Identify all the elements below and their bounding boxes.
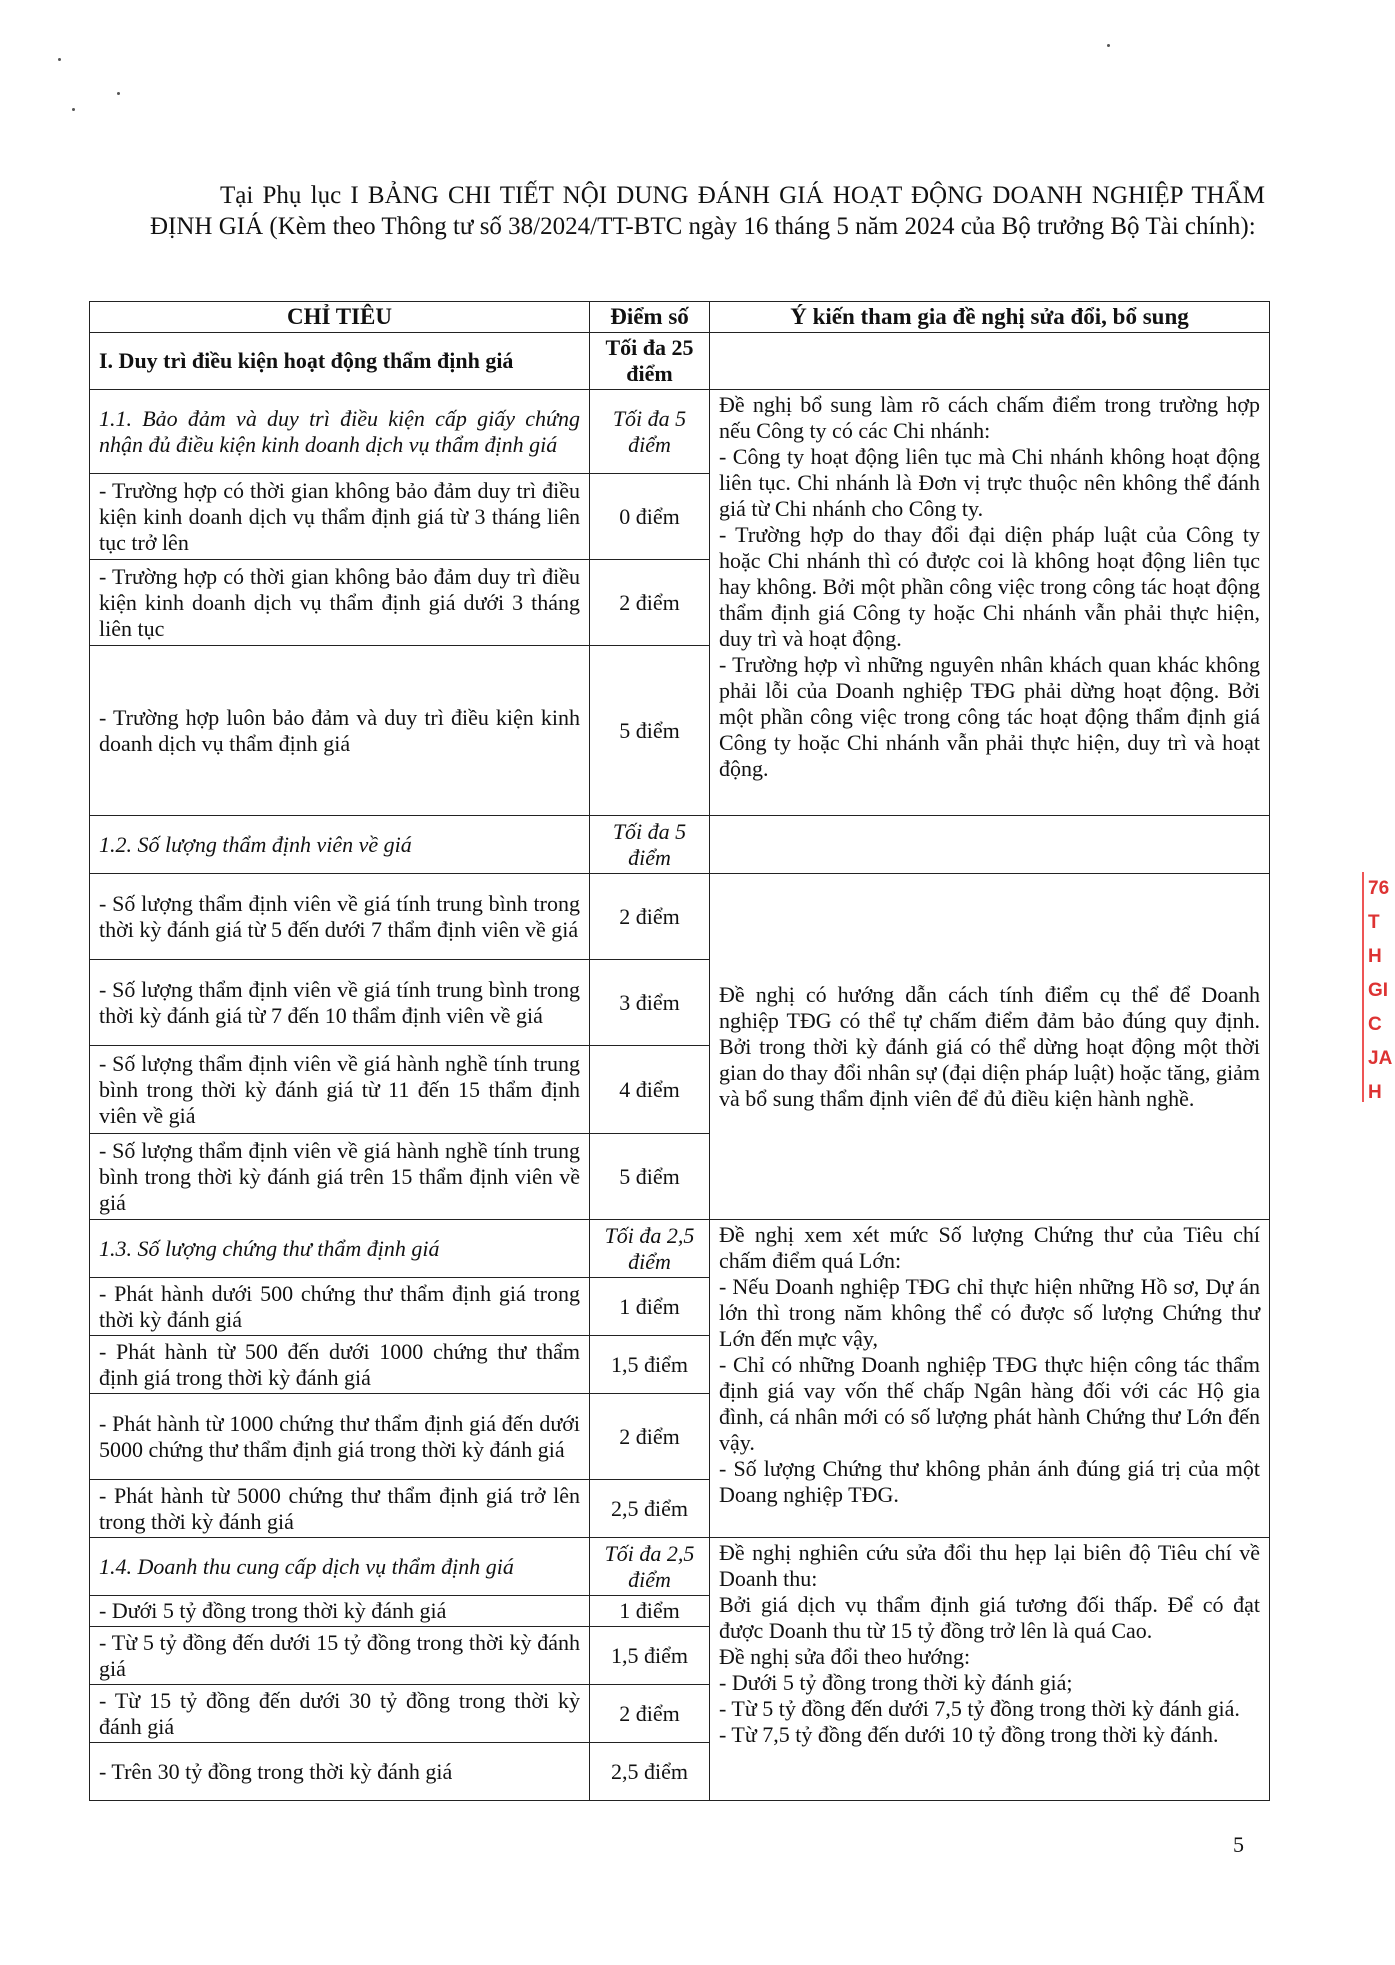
criterion-label: - Từ 15 tỷ đồng đến dưới 30 tỷ đồng trong thời kỳ đánh giá [90,1685,590,1743]
criterion-score: 4 điểm [590,1046,710,1134]
group-title-row [90,816,1270,874]
comment-cell [710,1220,1270,1538]
group-max-score: Tối đa 5 điểm [590,816,710,874]
comment-line: - Nếu Doanh nghiệp TĐG chỉ thực hiện những Hồ sơ, Dự án lớn thì trong năm không thể có được số lượng Chứng thư Lớn đến mực vậy, [719,1274,1260,1351]
section-row [90,333,1270,390]
criterion-label: - Phát hành dưới 500 chứng thư thẩm định giá trong thời kỳ đánh giá [90,1278,590,1336]
section-score: Tối đa 25 điểm [590,333,710,390]
intro-paragraph: Tại Phụ lục I BẢNG CHI TIẾT NỘI DUNG ĐÁNH GIÁ HOẠT ĐỘNG DOANH NGHIỆP THẨM ĐỊNH GIÁ (Kèm theo Thông tư số 38/2024/TT-BTC ngày 16 tháng 5 năm 2024 của Bộ trưởng Bộ Tài chính): [150,182,1265,240]
criterion-score: 2 điểm [590,560,710,646]
header-score: Điểm số [590,302,710,333]
criterion-label: - Phát hành từ 1000 chứng thư thẩm định giá đến dưới 5000 chứng thư thẩm định giá trong thời kỳ đánh giá [90,1394,590,1480]
comment-line: Đề nghị nghiên cứu sửa đổi thu hẹp lại biên độ Tiêu chí về Doanh thu: [719,1540,1260,1591]
comment-line: - Dưới 5 tỷ đồng trong thời kỳ đánh giá; [719,1670,1073,1695]
red-stamp-fragment: 76 T H GI C JA H [1362,872,1395,1102]
group-title-row [90,1538,1270,1596]
comment-line: - Chỉ có những Doanh nghiệp TĐG thực hiện công tác thẩm định giá vay vốn thế chấp Ngân hàng đối với các Hộ gia đình, cá nhân mới có số lượng phát hành Chứng thư Lớn đến vậy. [719,1352,1260,1455]
section-label: I. Duy trì điều kiện hoạt động thẩm định giá [90,333,590,390]
empty-cell [710,816,1270,874]
criterion-score: 1 điểm [590,1596,710,1627]
criterion-label: - Trên 30 tỷ đồng trong thời kỳ đánh giá [90,1743,590,1801]
comment-line: - Trường hợp vì những nguyên nhân khách quan khác không phải lỗi của Doanh nghiệp TĐG phải dừng hoạt động. Bởi một phần công việc trong công tác hoạt động thẩm định giá Công ty hoặc Chi nhánh vẫn phải thực hiện, duy trì và hoạt động. [719,652,1260,781]
comment-line: Đề nghị bổ sung làm rõ cách chấm điểm trong trường hợp nếu Công ty có các Chi nhánh: [719,392,1260,443]
group-title: 1.1. Bảo đảm và duy trì điều kiện cấp giấy chứng nhận đủ điều kiện kinh doanh dịch vụ thẩm định giá [90,390,590,474]
comment-line: - Trường hợp do thay đổi đại diện pháp luật của Công ty hoặc Chi nhánh thì có được coi là không hoạt động liên tục hay không. Bởi một phần công việc trong công tác hoạt động thẩm định giá Công ty hoặc Chi nhánh vẫn phải thực hiện, duy trì và hoạt động. [719,522,1260,651]
group-max-score: Tối đa 2,5 điểm [590,1538,710,1596]
scan-speck [58,58,61,61]
criterion-label: - Phát hành từ 500 đến dưới 1000 chứng thư thẩm định giá trong thời kỳ đánh giá [90,1336,590,1394]
comment-line: - Công ty hoạt động liên tục mà Chi nhánh không hoạt động liên tục. Chi nhánh là Đơn vị trực thuộc nên không thể đánh giá từ Chi nhánh cho Công ty. [719,444,1260,521]
criterion-score: 1,5 điểm [590,1336,710,1394]
criterion-label: - Số lượng thẩm định viên về giá tính trung bình trong thời kỳ đánh giá từ 7 đến 10 thẩm định viên về giá [90,960,590,1046]
group-title-row [90,390,1270,474]
comment-line: Đề nghị sửa đổi theo hướng: [719,1644,971,1669]
criterion-label: - Số lượng thẩm định viên về giá tính trung bình trong thời kỳ đánh giá từ 5 đến dưới 7 thẩm định viên về giá [90,874,590,960]
page-number: 5 [1233,1832,1244,1857]
criterion-score: 1 điểm [590,1278,710,1336]
scan-speck [1107,44,1110,47]
comment-cell [710,390,1270,816]
criterion-score: 2,5 điểm [590,1743,710,1801]
comment-line: Đề nghị xem xét mức Số lượng Chứng thư của Tiêu chí chấm điểm quá Lớn: [719,1222,1260,1273]
empty-cell [710,333,1270,390]
group-title-row [90,1220,1270,1278]
header-criteria: CHỈ TIÊU [90,302,590,333]
group-title: 1.4. Doanh thu cung cấp dịch vụ thẩm định giá [90,1538,590,1596]
group-max-score: Tối đa 2,5 điểm [590,1220,710,1278]
comment-cell [710,874,1270,1220]
comment-line: - Từ 5 tỷ đồng đến dưới 7,5 tỷ đồng trong thời kỳ đánh giá. [719,1696,1240,1721]
group-title: 1.3. Số lượng chứng thư thẩm định giá [90,1220,590,1278]
criterion-label: - Trường hợp có thời gian không bảo đảm duy trì điều kiện kinh doanh dịch vụ thẩm định giá từ 3 tháng liên tục trở lên [90,474,590,560]
group-title: 1.2. Số lượng thẩm định viên về giá [90,816,590,874]
criterion-score: 5 điểm [590,1134,710,1220]
criterion-label: - Phát hành từ 5000 chứng thư thẩm định giá trở lên trong thời kỳ đánh giá [90,1480,590,1538]
criterion-score: 0 điểm [590,474,710,560]
criterion-label: - Dưới 5 tỷ đồng trong thời kỳ đánh giá [90,1596,590,1627]
criterion-score: 5 điểm [590,646,710,816]
criterion-label: - Trường hợp luôn bảo đảm và duy trì điều kiện kinh doanh dịch vụ thẩm định giá [90,646,590,816]
scan-speck [72,108,75,111]
criterion-label: - Số lượng thẩm định viên về giá hành nghề tính trung bình trong thời kỳ đánh giá trên 15 thẩm định viên về giá [90,1134,590,1220]
criterion-score: 2,5 điểm [590,1480,710,1538]
comment-line: Đề nghị có hướng dẫn cách tính điểm cụ thể để Doanh nghiệp TĐG có thể tự chấm điểm đảm bảo đúng quy định. Bởi trong thời kỳ đánh giá có thể dừng hoạt động một thời gian do thay đổi nhân sự (đại diện pháp luật) hoặc tăng, giảm và bổ sung thẩm định viên để đủ điều kiện hành nghề. [719,981,1260,1111]
criterion-score: 2 điểm [590,874,710,960]
criterion-score: 1,5 điểm [590,1627,710,1685]
criterion-score: 2 điểm [590,1685,710,1743]
criterion-score: 2 điểm [590,1394,710,1480]
header-row [90,302,1270,333]
group-max-score: Tối đa 5 điểm [590,390,710,474]
scan-speck [117,92,120,95]
header-comment: Ý kiến tham gia đề nghị sửa đổi, bổ sung [710,302,1270,333]
criterion-row [90,874,1270,960]
criterion-label: - Từ 5 tỷ đồng đến dưới 15 tỷ đồng trong thời kỳ đánh giá [90,1627,590,1685]
comment-line: - Từ 7,5 tỷ đồng đến dưới 10 tỷ đồng trong thời kỳ đánh. [719,1722,1219,1747]
comment-cell [710,1538,1270,1801]
criterion-label: - Số lượng thẩm định viên về giá hành nghề tính trung bình trong thời kỳ đánh giá từ 11 đến 15 thẩm định viên về giá [90,1046,590,1134]
comment-line: - Số lượng Chứng thư không phản ánh đúng giá trị của một Doang nghiệp TĐG. [719,1456,1260,1507]
criterion-score: 3 điểm [590,960,710,1046]
comment-line: Bởi giá dịch vụ thẩm định giá tương đối thấp. Để có đạt được Doanh thu từ 15 tỷ đồng trở lên là quá Cao. [719,1592,1260,1643]
evaluation-table [89,301,1270,1801]
criterion-label: - Trường hợp có thời gian không bảo đảm duy trì điều kiện kinh doanh dịch vụ thẩm định giá dưới 3 tháng liên tục [90,560,590,646]
